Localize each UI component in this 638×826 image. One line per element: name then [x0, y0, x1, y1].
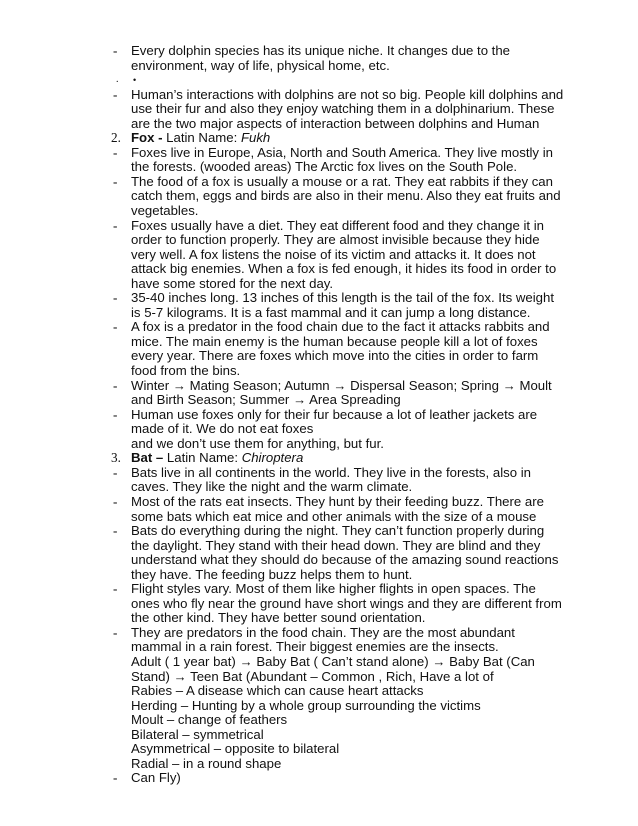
heading-label: Latin Name: [166, 450, 242, 466]
line-text: A fox is a predator in the food chain due to the fact it attacks rabbits and [131, 319, 550, 335]
text-line [0, 582, 638, 597]
bullet-marker: - [113, 319, 118, 335]
text-line [0, 684, 638, 699]
line-text: every year. There are foxes which move into the cities in order to farm [131, 348, 539, 364]
text-line [0, 219, 638, 234]
heading-label: Latin Name: [166, 130, 241, 146]
text-line [0, 146, 638, 161]
line-text: food from the bins. [131, 363, 241, 379]
text-line [0, 771, 638, 786]
line-text: 35-40 inches long. 13 inches of this length is the tail of the fox. Its weight [131, 290, 554, 306]
line-text: • [133, 75, 137, 86]
line-text: and we don’t use them for anything, but fur. [131, 435, 384, 451]
line-text: Moult – change of feathers [131, 712, 288, 728]
line-text: Asymmetrical – opposite to bilateral [131, 741, 340, 757]
bullet-marker: - [113, 406, 118, 422]
bullet-marker: - [113, 493, 118, 509]
line-text: the other kind. They have better sound orientation. [131, 610, 426, 626]
bullet-marker: - [113, 523, 118, 539]
line-text: are the two major aspects of interaction between dolphins and Human [131, 115, 540, 131]
text-line [0, 611, 638, 626]
bullet-marker: - [113, 290, 118, 306]
line-text: They are predators in the food chain. They are the most abundant [131, 624, 515, 640]
text-line [0, 44, 638, 59]
text-line [0, 495, 638, 510]
text-line [0, 160, 638, 175]
text-line [0, 640, 638, 655]
text-line [0, 597, 638, 612]
line-text: Human’s interactions with dolphins are not so big. People kill dolphins and [131, 86, 564, 102]
line-text: mice. The main enemy is the human because people kill a lot of foxes [131, 333, 538, 349]
text-line [0, 335, 638, 350]
line-text: the forests. (wooded areas) The Arctic fox lives on the South Pole. [131, 159, 518, 175]
bullet-marker: - [113, 464, 118, 480]
line-text: Flight styles vary. Most of them like higher flights in open spaces. The [131, 581, 536, 597]
section-heading [131, 451, 303, 466]
line-text: caves. They like the night and the warm climate. [131, 479, 413, 495]
text-line [0, 364, 638, 379]
line-text: have some stored for the next day. [131, 275, 334, 291]
text-line [0, 437, 638, 452]
line-text: Herding – Hunting by a whole group surrounding the victims [131, 697, 481, 713]
line-text: they have. The feeding buzz helps them to hunt. [131, 566, 413, 582]
text-line [0, 713, 638, 728]
line-text: Bats live in all continents in the world. They live in the forests, also in [131, 464, 531, 480]
line-text: Every dolphin species has its unique niche. It changes due to the [131, 43, 511, 58]
line-text: Most of the rats eat insects. They hunt by their feeding buzz. There are [131, 493, 544, 509]
line-text: Adult ( 1 year bat) → Baby Bat ( Can’t stand alone) → Baby Bat (Can [131, 653, 535, 669]
bullet-marker: - [113, 43, 118, 58]
section-number: 2. [111, 130, 121, 146]
text-line [0, 233, 638, 248]
line-text: Radial – in a round shape [131, 755, 282, 771]
bullet-marker: - [113, 86, 118, 102]
bullet-marker: - [113, 770, 118, 786]
line-text: environment, way of life, physical home, etc. [131, 57, 390, 73]
text-line [0, 539, 638, 554]
line-text: vegetables. [131, 203, 199, 219]
text-line [0, 379, 638, 394]
bullet-marker: - [113, 144, 118, 160]
text-line [0, 349, 638, 364]
line-text: Can Fly) [131, 770, 181, 786]
text-line [0, 408, 638, 423]
text-line [0, 480, 638, 495]
section-heading-line [0, 131, 638, 146]
line-text: use their fur and also they enjoy watching them in a dolphinarium. These [131, 101, 555, 117]
text-line [0, 262, 638, 277]
text-line [0, 568, 638, 583]
text-line [0, 742, 638, 757]
text-line [0, 189, 638, 204]
text-line [0, 277, 638, 292]
text-line [0, 204, 638, 219]
bullet-marker: - [113, 217, 118, 233]
section-number: 3. [111, 450, 121, 466]
line-text: Rabies – A disease which can cause heart attacks [131, 683, 424, 699]
line-text: ones who fly near the ground have short wings and they are different from [131, 595, 562, 611]
text-line [0, 757, 638, 772]
section-heading [131, 131, 270, 146]
line-text: Foxes live in Europe, Asia, North and South America. They live mostly in [131, 144, 553, 160]
line-text: attack big enemies. When a fox is fed enough, it hides its food in order to [131, 261, 557, 277]
section-heading-line [0, 451, 638, 466]
text-line [0, 553, 638, 568]
bullet-marker: - [113, 624, 118, 640]
text-line [0, 248, 638, 263]
text-line [0, 117, 638, 132]
text-line [0, 320, 638, 335]
text-line [0, 524, 638, 539]
line-text: Bilateral – symmetrical [131, 726, 264, 742]
line-text: some bats which eat mice and other animals with the size of a mouse [131, 508, 537, 524]
text-line [0, 73, 638, 88]
heading-animal: Bat – [131, 450, 167, 466]
text-line [0, 670, 638, 685]
text-line [0, 88, 638, 103]
latin-name: Chiroptera [241, 450, 304, 466]
text-line [0, 655, 638, 670]
line-text: is 5-7 kilograms. It is a fast mammal and it can jump a long distance. [131, 304, 531, 320]
line-text: The food of a fox is usually a mouse or a rat. They eat rabbits if they can [131, 173, 553, 189]
line-text: mammal in a rain forest. Their biggest enemies are the insects. [131, 639, 499, 655]
text-line [0, 291, 638, 306]
text-line [0, 422, 638, 437]
heading-animal: Fox - [131, 130, 167, 146]
line-text: and Birth Season; Summer → Area Spreading [131, 392, 401, 408]
bullet-marker: - [113, 581, 118, 597]
line-text: catch them, eggs and birds are also in their menu. Also they eat fruits and [131, 188, 561, 204]
line-text: Winter → Mating Season; Autumn → Dispersal Season; Spring → Moult [131, 377, 552, 393]
text-line [0, 175, 638, 190]
document-body [0, 44, 638, 786]
text-line [0, 699, 638, 714]
text-line [0, 59, 638, 74]
bullet-marker: - [113, 377, 118, 393]
bullet-marker: . [116, 74, 119, 86]
text-line [0, 393, 638, 408]
line-text: understand what they should do because of the amazing sound reactions [131, 552, 559, 568]
text-line [0, 510, 638, 525]
bullet-marker: - [113, 173, 118, 189]
line-text: made of it. We do not eat foxes [131, 421, 314, 437]
line-text: the daylight. They stand with their head down. They are blind and they [131, 537, 541, 553]
line-text: Foxes usually have a diet. They eat different food and they change it in [131, 217, 544, 233]
line-text: Bats do everything during the night. They can’t function properly during [131, 523, 545, 539]
text-line [0, 626, 638, 641]
text-line [0, 728, 638, 743]
line-text: order to function properly. They are almost invisible because they hide [131, 232, 540, 248]
text-line [0, 466, 638, 481]
line-text: very well. A fox listens the noise of its victim and attacks it. It does not [131, 246, 536, 262]
latin-name: Fukh [240, 130, 271, 146]
line-text: Human use foxes only for their fur because a lot of leather jackets are [131, 406, 538, 422]
text-line [0, 306, 638, 321]
line-text: Stand) → Teen Bat (Abundant – Common , Rich, Have a lot of [131, 668, 494, 684]
text-line [0, 102, 638, 117]
